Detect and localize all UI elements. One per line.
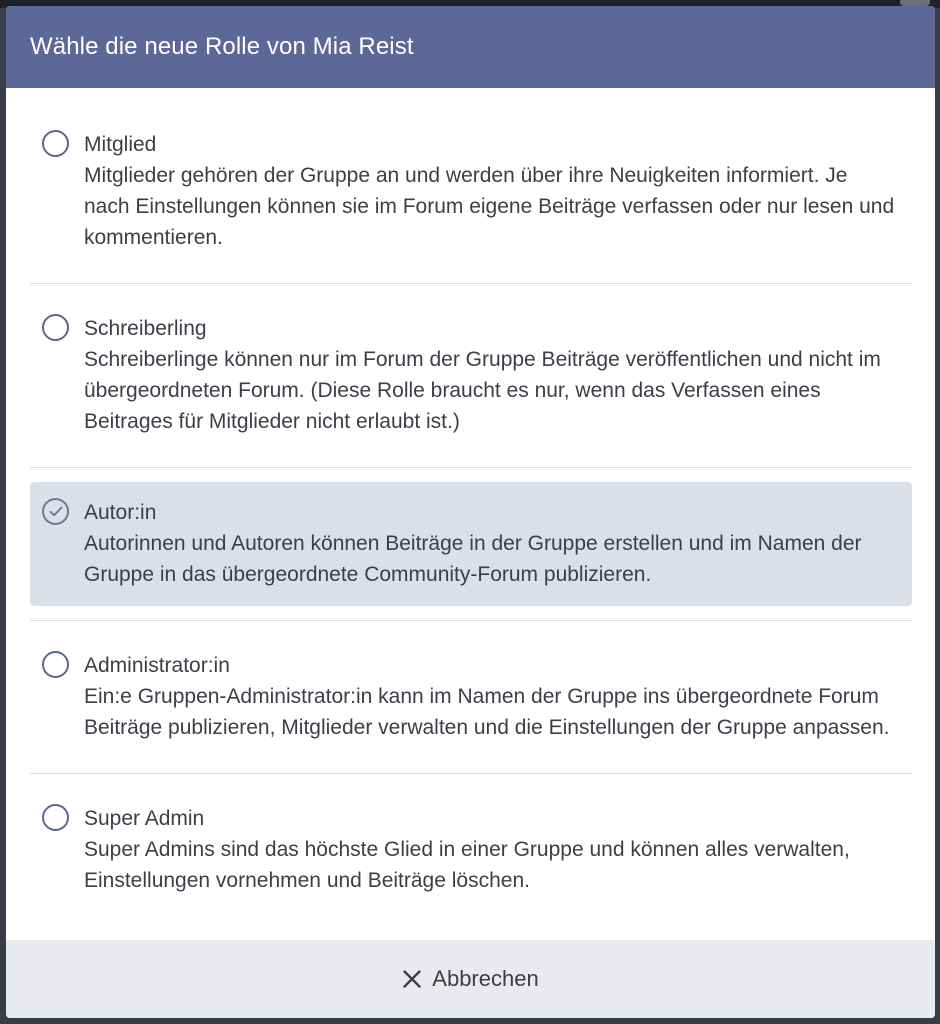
checkmark-icon xyxy=(49,506,63,517)
dialog-footer xyxy=(6,940,935,1018)
cancel-button[interactable] xyxy=(402,966,538,992)
radio-icon[interactable] xyxy=(42,314,69,341)
radio-checked-icon[interactable] xyxy=(42,498,69,525)
role-options xyxy=(30,114,912,912)
dialog-header xyxy=(6,6,935,88)
role-label: Administrator:in xyxy=(84,654,230,677)
divider xyxy=(30,773,912,774)
role-option-autorin[interactable] xyxy=(30,482,912,606)
radio-icon[interactable] xyxy=(42,130,69,157)
role-description: Ein:e Gruppen-Administrator:in kann im Namen der Gruppe ins übergeordnete Forum Beiträge publizieren, Mitglieder verwalten und die Einstellungen der Gruppe anpassen. xyxy=(84,685,890,739)
role-option-super-admin[interactable] xyxy=(30,788,912,912)
radio-icon[interactable] xyxy=(42,651,69,678)
role-label: Autor:in xyxy=(84,501,157,524)
cancel-label: Abbrechen xyxy=(432,966,539,991)
role-option-schreiberling[interactable] xyxy=(30,298,912,453)
role-label: Mitglied xyxy=(84,133,157,156)
close-icon xyxy=(402,969,422,989)
radio-icon[interactable] xyxy=(42,804,69,831)
divider xyxy=(30,283,912,284)
dialog-title: Wähle die neue Rolle von Mia Reist xyxy=(30,33,414,60)
role-label: Schreiberling xyxy=(84,317,207,340)
role-option-administratorin[interactable] xyxy=(30,635,912,759)
divider xyxy=(30,620,912,621)
role-option-mitglied[interactable] xyxy=(30,114,912,269)
role-dialog xyxy=(6,6,935,1018)
role-description: Schreiberlinge können nur im Forum der Gruppe Beiträge veröffentlichen und nicht im übergeordneten Forum. (Diese Rolle braucht es nur, wenn das Verfassen eines Beitrages für Mitglieder nicht erlaubt ist.) xyxy=(84,348,881,433)
role-description: Mitglieder gehören der Gruppe an und werden über ihre Neuigkeiten informiert. Je nach Einstellungen können sie im Forum eigene Beiträge verfassen oder nur lesen und kommentieren. xyxy=(84,164,895,249)
divider xyxy=(30,467,912,468)
role-description: Autorinnen und Autoren können Beiträge in der Gruppe erstellen und im Namen der Gruppe in das übergeordnete Community-Forum publizieren. xyxy=(84,532,862,586)
role-description: Super Admins sind das höchste Glied in einer Gruppe und können alles verwalten, Einstellungen vornehmen und Beiträge löschen. xyxy=(84,838,850,892)
role-label: Super Admin xyxy=(84,807,205,830)
